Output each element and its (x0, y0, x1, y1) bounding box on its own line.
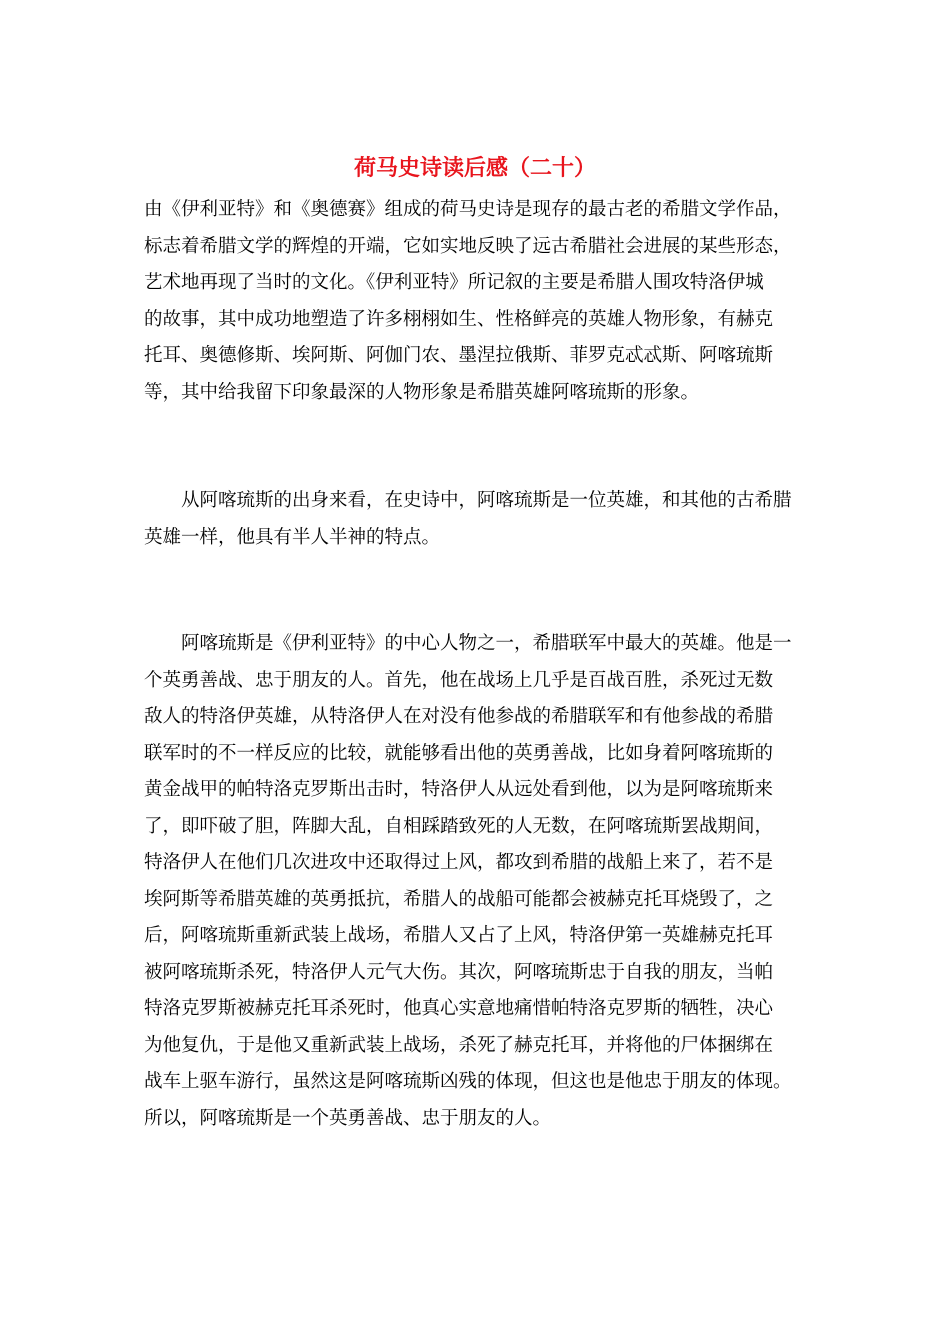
text-line: 联军时的不一样反应的比较，就能够看出他的英勇善战，比如身着阿喀琉斯的 (144, 742, 774, 764)
text-line: 标志着希腊文学的辉煌的开端，它如实地反映了远古希腊社会进展的某些形态， (144, 235, 792, 257)
text-line: 战车上驱车游行，虽然这是阿喀琉斯凶残的体现，但这也是他忠于朋友的体现。 (144, 1071, 792, 1092)
text-line: 特洛伊人在他们几次进攻中还取得过上风，都攻到希腊的战船上来了，若不是 (144, 852, 774, 873)
text-line: 特洛克罗斯被赫克托耳杀死时，他真心实意地痛惜帕特洛克罗斯的牺牲，决心 (144, 998, 774, 1019)
text-line: 阿喀琉斯是《伊利亚特》的中心人物之一，希腊联军中最大的英雄。他是一 (144, 633, 792, 654)
text-line: 从阿喀琉斯的出身来看，在史诗中，阿喀琉斯是一位英雄，和其他的古希腊 (144, 490, 792, 511)
text-line: 黄金战甲的帕特洛克罗斯出击时，特洛伊人从远处看到他，以为是阿喀琉斯来 (144, 779, 774, 800)
text-line: 所以，阿喀琉斯是一个英勇善战、忠于朋友的人。 (144, 1107, 552, 1129)
text-line: 艺术地再现了当时的文化。《伊利亚特》所记叙的主要是希腊人围攻特洛伊城 (144, 272, 764, 293)
text-line: 托耳、奥德修斯、埃阿斯、阿伽门农、墨涅拉俄斯、菲罗克忒忒斯、阿喀琉斯 (144, 345, 774, 366)
text-line: 敌人的特洛伊英雄，从特洛伊人在对没有他参战的希腊联军和有他参战的希腊 (144, 706, 774, 727)
text-line: 为他复仇，于是他又重新武装上战场，杀死了赫克托耳，并将他的尸体捆绑在 (144, 1034, 774, 1056)
text-line: 个英勇善战、忠于朋友的人。首先，他在战场上几乎是百战百胜，杀死过无数 (144, 669, 774, 691)
document-title: 荷马史诗读后感（二十） (353, 155, 596, 181)
text-line: 由《伊利亚特》和《奥德赛》组成的荷马史诗是现存的最古老的希腊文学作品， (144, 199, 792, 220)
paragraph-character (144, 626, 808, 1137)
text-line: 埃阿斯等希腊英雄的英勇抵抗，希腊人的战船可能都会被赫克托耳烧毁了，之 (144, 888, 774, 910)
text-line: 等，其中给我留下印象最深的人物形象是希腊英雄阿喀琉斯的形象。 (144, 381, 700, 403)
text-line: 的故事，其中成功地塑造了许多栩栩如生、性格鲜亮的英雄人物形象，有赫克 (144, 308, 774, 330)
text-line: 英雄一样，他具有半人半神的特点。 (144, 526, 441, 548)
paragraph-origin (144, 483, 808, 556)
text-line: 了，即吓破了胆，阵脚大乱，自相踩踏致死的人无数，在阿喀琉斯罢战期间， (144, 815, 774, 837)
text-line: 后，阿喀琉斯重新武装上战场，希腊人又占了上风，特洛伊第一英雄赫克托耳 (144, 925, 774, 946)
text-line: 被阿喀琉斯杀死，特洛伊人元气大伤。其次，阿喀琉斯忠于自我的朋友，当帕 (144, 961, 774, 983)
paragraph-intro (144, 192, 808, 411)
